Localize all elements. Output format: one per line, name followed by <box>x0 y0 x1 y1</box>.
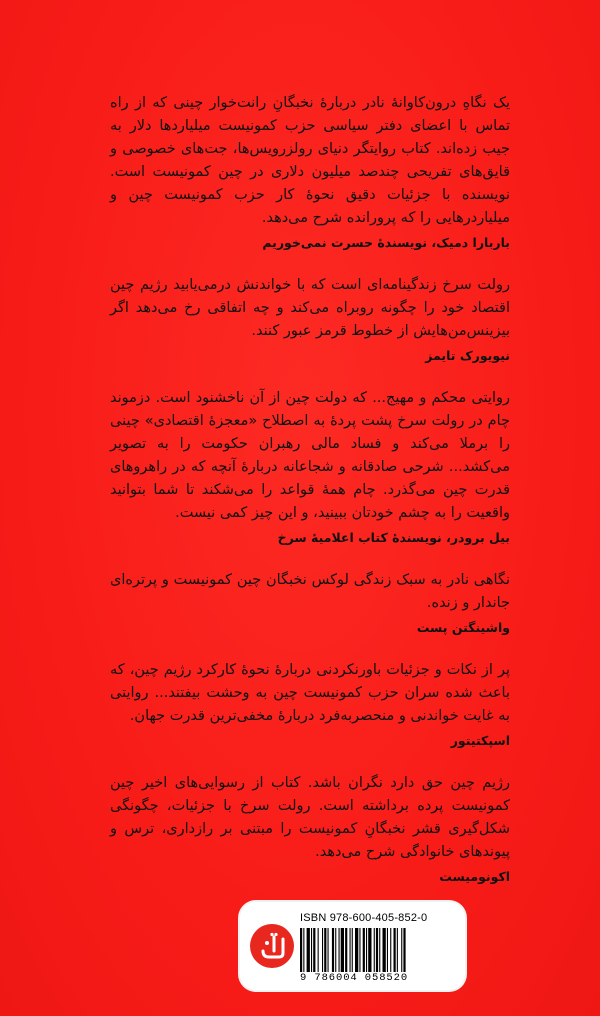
barcode-icon <box>300 928 450 972</box>
blurb-text: رژیم چین حق دارد نگران باشد. کتاب از رسوایی‌های اخیر چین کمونیست پرده برداشته است. رولت سرخ با جزئیات، چگونگی شکل‌گیری قشر نخبگانِ کمونیست را مبتنی بر رازداری، ترس و پیوندهای خانوادگی شرح می‌دهد. <box>110 775 510 860</box>
blurb-text: پر از نکات و جزئیات باورنکردنی دربارهٔ نحوهٔ کارکرد رژیم چین، که باعث شده سران حزب کمونیست چین به وحشت بیفتند... روایتی به غایت خواندنی و منحصربه‌فرد دربارهٔ مخفی‌ترین قدرت جهان. <box>110 662 510 724</box>
blurb-source: بیل برودر، نویسندهٔ کتاب اعلامیهٔ سرخ <box>277 530 510 545</box>
blurb-source: اکونومیست <box>439 869 510 884</box>
blurb-text: رولت سرخ زندگینامه‌ای است که با خواندنش درمی‌یابید رژیم چین اقتصاد خود را چگونه روبراه می‌کند و چه اتفاقی رخ می‌دهد اگر بیزینس‌من‌هایش از خطوط قرمز عبور کنند. <box>110 277 510 339</box>
barcode-number: 9 786004 058520 <box>300 972 409 984</box>
blurb-text: نگاهی نادر به سبک زندگی لوکس نخبگان چین کمونیست و پرتره‌ای جاندار و زنده. <box>110 572 510 611</box>
blurb-source: اسپکتیتور <box>450 733 510 748</box>
blurb-source: باربارا دمیک، نویسندهٔ حسرت نمی‌خوریم <box>262 235 510 250</box>
blurb <box>110 92 510 252</box>
blurb <box>110 274 510 365</box>
blurb-text: روایتی محکم و مهیج... که دولت چین از آن ناخشنود است. دزموند چام در رولت سرخ پشت پردهٔ به اصطلاح «معجزهٔ اقتصادی» چینی را برملا می‌کند و فساد مالی رهبران حکومت را به تصویر می‌کشد... شرحی صادقانه و شجاعانه دربارهٔ آنچه که در راهروهای قدرت چین می‌گذرد. چام همهٔ قواعد را می‌شکند تا شما بتوانید واقعیت را به چشم خودتان ببینید، و این چیز کمی نیست. <box>110 390 510 521</box>
blurbs-section <box>110 92 510 908</box>
blurb <box>110 387 510 547</box>
blurb <box>110 659 510 750</box>
publisher-logo-icon <box>250 924 294 968</box>
blurb-source: نیویورک تایمز <box>425 348 510 363</box>
barcode-box <box>240 902 465 990</box>
isbn-label: ISBN 978-600-405-852-0 <box>300 912 428 924</box>
blurb <box>110 772 510 886</box>
blurb-text: یک نگاهِ درون‌کاوانهٔ نادر دربارهٔ نخبگانِ رانت‌خوار چینی که از راه تماس با اعضای دفتر سیاسی حزب کمونیست میلیاردها دلار به جیب زده‌اند. کتاب روایتگر دنیای رولزرویس‌ها، جت‌های خصوصی و قایق‌های تفریحی چندصد میلیون دلاری در چین کمونیست است. نویسنده با جزئیات دقیق نحوهٔ کار حزب کمونیست چین و میلیاردرهایی را که پرورانده شرح می‌دهد. <box>110 95 510 226</box>
publisher-logo-glyph <box>257 931 287 961</box>
blurb <box>110 569 510 637</box>
blurb-source: واشینگتن پست <box>416 620 510 635</box>
